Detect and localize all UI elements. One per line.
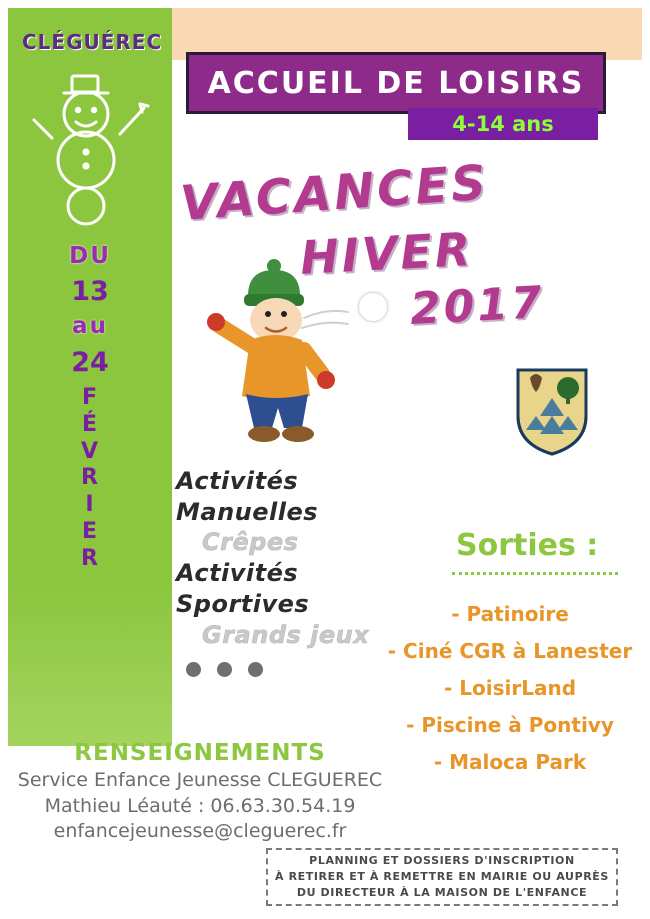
footer-line: À RETIRER ET À REMETTRE EN MAIRIE OU AUPRÈS [275, 870, 609, 884]
date-day-end: 24 [71, 346, 109, 378]
main-title-line-1: VACANCES [178, 154, 491, 232]
contact-phone: Mathieu Léauté : 06.63.30.54.19 [44, 794, 356, 817]
month-letter: R [81, 465, 99, 491]
activity-item: Activités Sportives [176, 559, 310, 618]
footer-line: DU DIRECTEUR À LA MAISON DE L'ENFANCE [296, 885, 588, 899]
contact-email: enfancejeunesse@cleguerec.fr [53, 820, 347, 843]
banner-title: ACCUEIL DE LOISIRS [207, 65, 585, 101]
activity-item: Crêpes [202, 528, 299, 557]
sortie-item: - LoisirLand [443, 676, 577, 700]
date-day-start: 13 [71, 276, 109, 308]
sortie-item: - Maloca Park [433, 750, 587, 774]
sortie-item: - Piscine à Pontivy [406, 713, 614, 737]
contact-service: Service Enfance Jeunesse CLEGUEREC [17, 769, 383, 791]
date-month [8, 385, 172, 573]
month-letter: F [81, 384, 99, 410]
month-letter: I [85, 492, 95, 518]
footer-line: PLANNING ET DOSSIERS D'INSCRIPTION [309, 854, 575, 868]
activity-item: Activités Manuelles [176, 467, 319, 526]
boy-throwing-snowball-icon [186, 250, 366, 450]
sorties-list [376, 596, 644, 781]
month-letter: V [80, 438, 100, 464]
sorties-heading: Sorties : [456, 528, 599, 563]
snowball-icon [358, 292, 388, 322]
coat-of-arms-icon [514, 366, 590, 456]
month-letter: R [81, 545, 99, 571]
date-block [8, 244, 172, 573]
activity-item: Grands jeux [202, 620, 370, 649]
renseignements-block [0, 768, 400, 845]
renseignements-heading: RENSEIGNEMENTS [74, 740, 326, 766]
snowman-icon [32, 68, 152, 228]
sorties-divider [452, 572, 618, 575]
month-letter: E [81, 519, 99, 545]
age-range-label: 4-14 ans [452, 112, 554, 136]
banner [186, 52, 606, 114]
date-du: DU [69, 243, 111, 269]
footer-notice-box [266, 848, 618, 906]
main-title-line-3: 2017 [408, 277, 546, 335]
age-badge [408, 108, 598, 140]
date-au: au [72, 313, 108, 340]
main-title-line-2: HIVER [298, 221, 475, 285]
left-green-column [8, 8, 172, 746]
month-letter: É [81, 411, 99, 437]
sortie-item: - Patinoire [451, 602, 569, 626]
sortie-item: - Ciné CGR à Lanester [387, 639, 633, 663]
town-name: CLÉGUÉREC [22, 30, 163, 54]
